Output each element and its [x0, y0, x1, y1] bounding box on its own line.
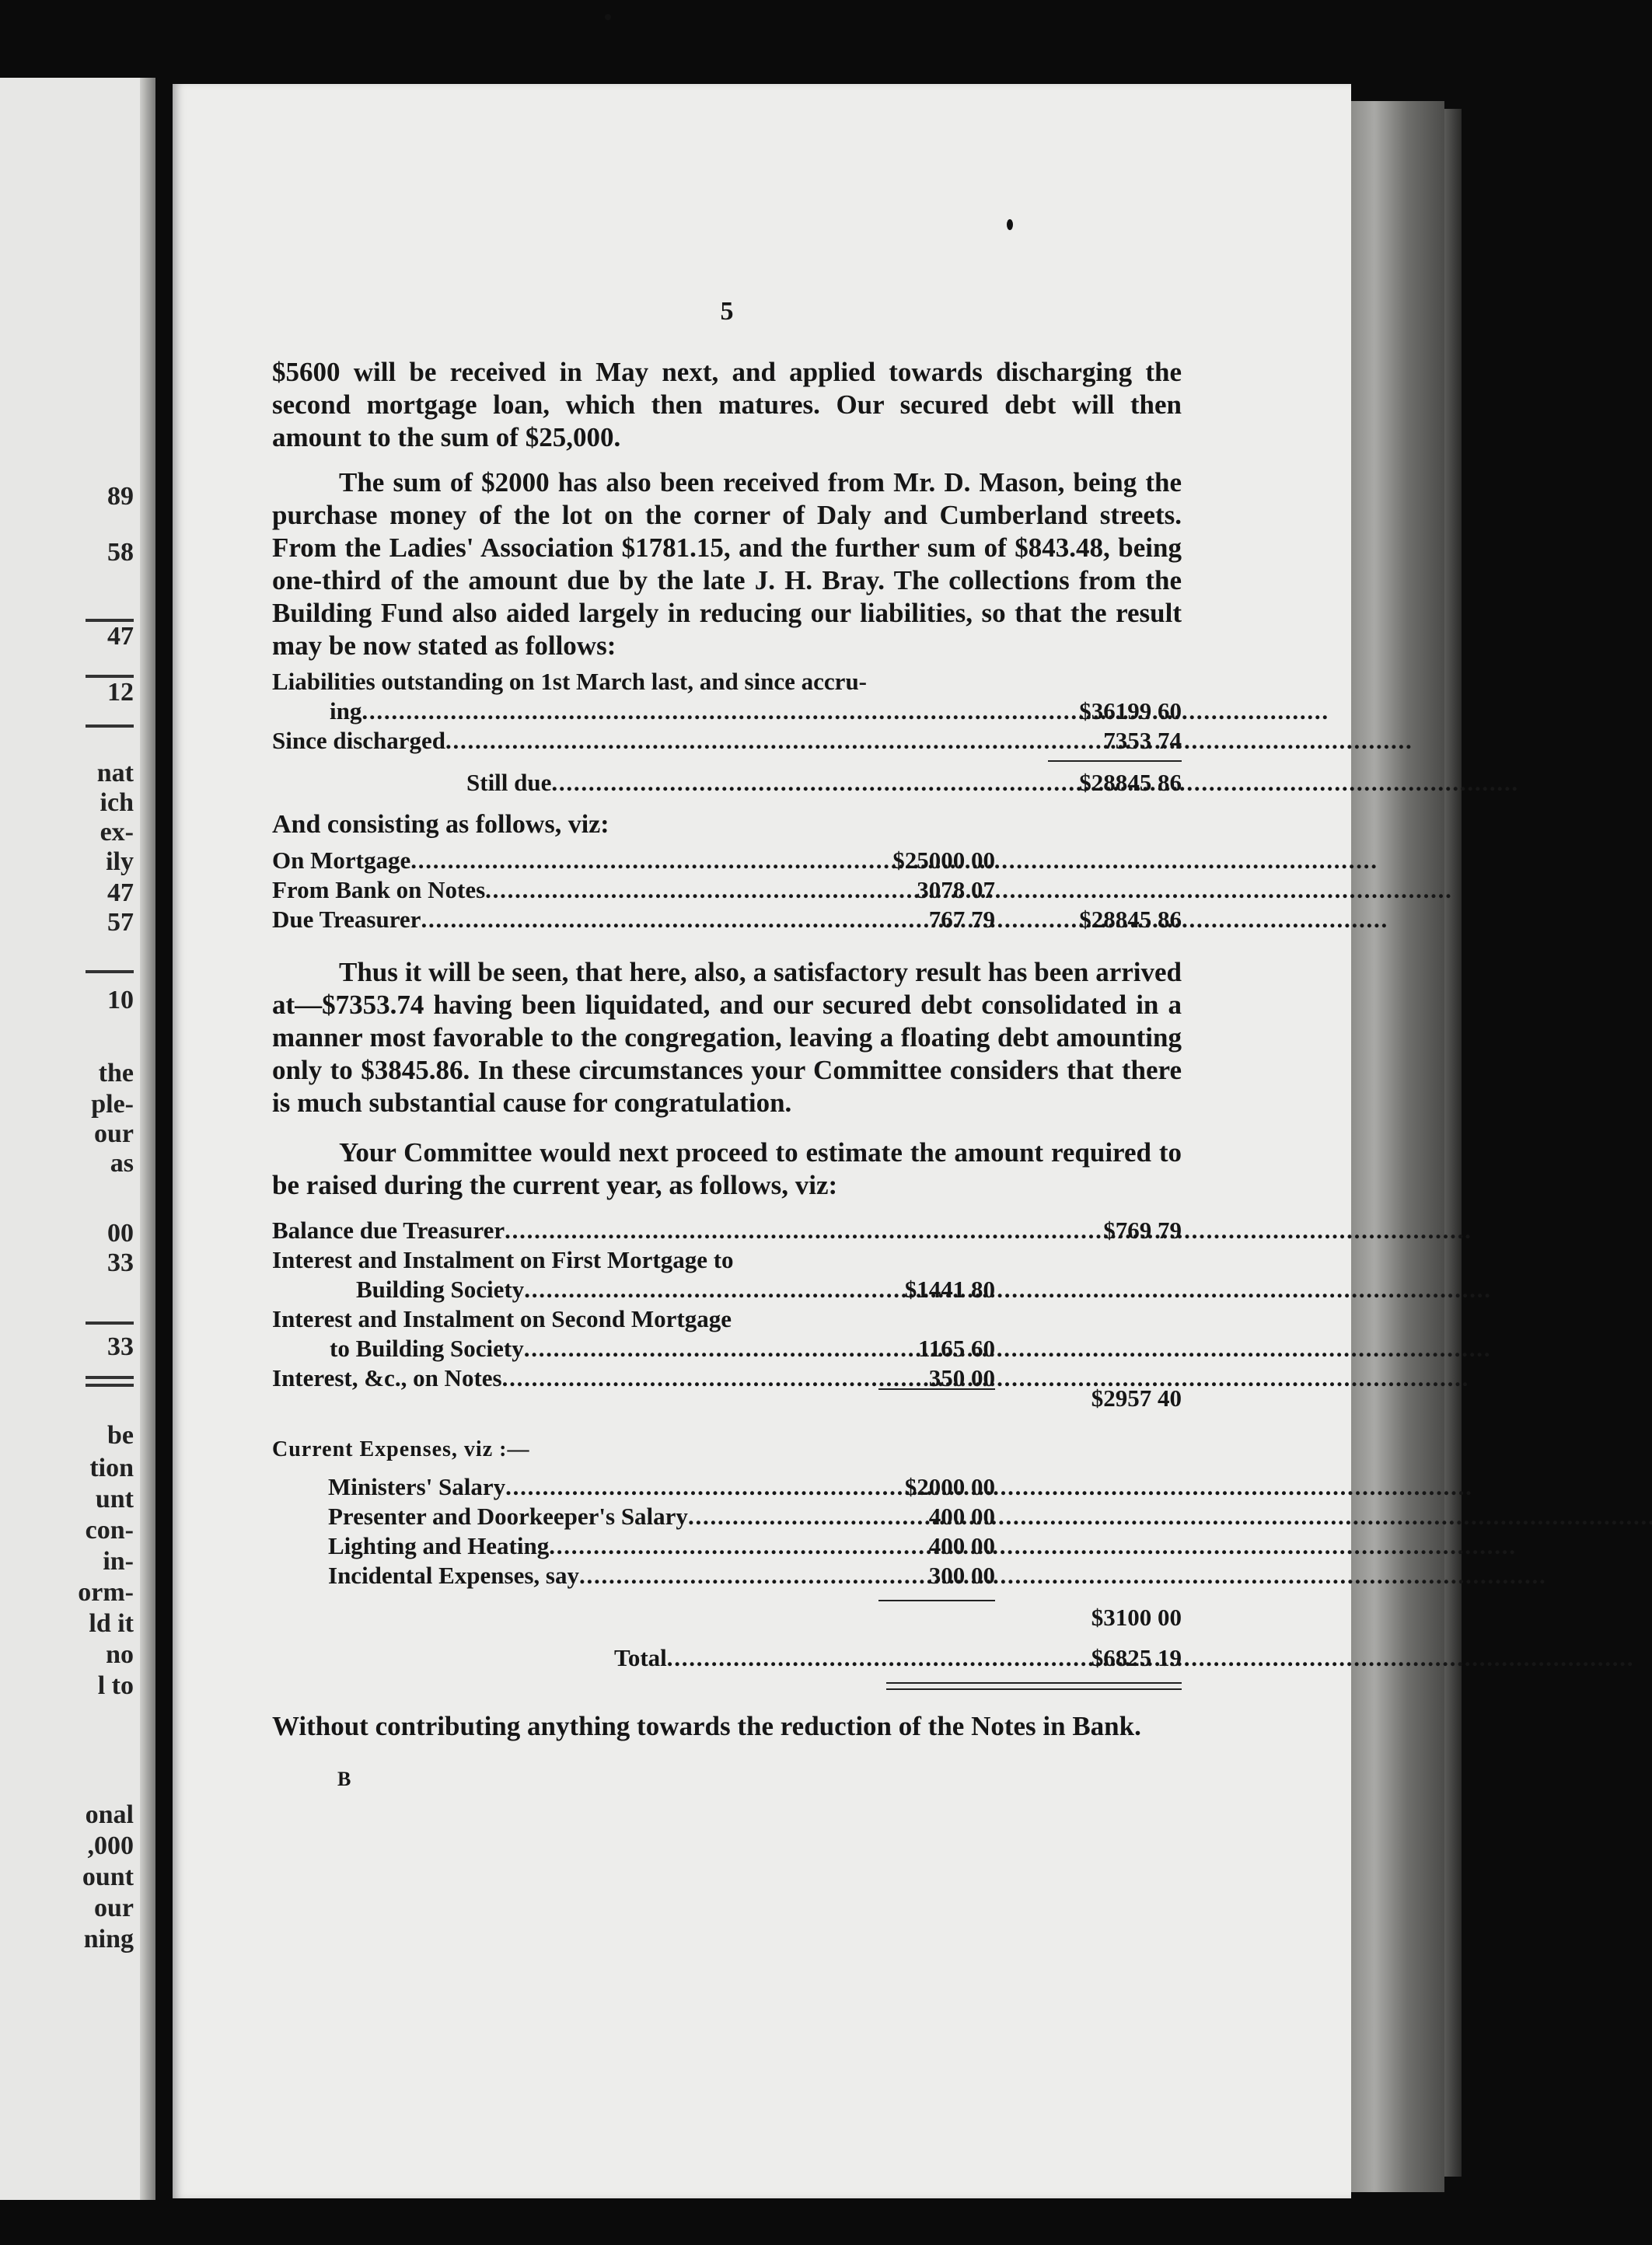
- ledger-amount: 350 00: [928, 1364, 995, 1391]
- leader-dots: [505, 1216, 909, 1245]
- ledger-total: $3100 00: [1091, 1604, 1182, 1631]
- left-fragment: ,000: [87, 1831, 134, 1860]
- left-fragment: ple-: [91, 1090, 134, 1119]
- left-fragment: the: [98, 1059, 134, 1088]
- ledger-label: Liabilities outstanding on 1st March last, and since accru-: [272, 668, 868, 695]
- ledger-row: [272, 1216, 1182, 1245]
- liabilities-statement: [272, 667, 1182, 798]
- ledger-amount: $28845 86: [1079, 769, 1182, 796]
- sum-rule: [1048, 760, 1182, 762]
- ledger-amount: $2000 00: [904, 1473, 995, 1500]
- page-number: 5: [720, 297, 734, 326]
- ledger-label: Lighting and Heating: [328, 1532, 550, 1559]
- section-heading: And consisting as follows, viz:: [272, 810, 609, 839]
- ledger-total: $28845 86: [1079, 906, 1182, 933]
- ledger-amount: $1441 80: [904, 1276, 995, 1303]
- ledger-label: From Bank on Notes: [272, 876, 486, 903]
- left-fragment: 12: [107, 678, 134, 707]
- left-fragment: 33: [107, 1332, 134, 1361]
- ledger-row: [272, 1304, 1182, 1334]
- ledger-row: [272, 1600, 1182, 1601]
- ledger-row: [272, 697, 1182, 726]
- book-binding-edge: [1444, 109, 1462, 2177]
- left-fragment: tion: [89, 1454, 134, 1482]
- leader-dots: [502, 1363, 847, 1393]
- current-expenses-table: [272, 1472, 1182, 1690]
- paragraph: Thus it will be seen, that here, also, a satisfactory result has been arrived at—$7353.74 having been liquidated, and our secured debt consolidated in a manner most favorable to the congregation, leaving a floating debt amounting only to $3845.86. In these circumstances your Committee considers that there is much substantial cause for congratulation.: [272, 957, 1182, 1118]
- ledger-row: [272, 768, 1182, 798]
- leader-dots: [410, 846, 847, 875]
- ledger-label: Incidental Expenses, say: [328, 1562, 579, 1589]
- leader-dots: [524, 1275, 847, 1304]
- left-fragment: ex-: [100, 818, 134, 847]
- left-fragment: onal: [85, 1800, 134, 1829]
- section-heading: Current Expenses, viz :—: [272, 1437, 530, 1461]
- left-fragment: 89: [107, 482, 134, 511]
- ledger-label: Interest and Instalment on Second Mortgage: [272, 1305, 732, 1332]
- page-content: [272, 295, 1182, 1796]
- ledger-label: to Building Society: [330, 1335, 524, 1362]
- ledger-amount: 3078 07: [917, 876, 995, 903]
- scan-speck: [1007, 219, 1013, 230]
- sum-rule: [878, 1600, 995, 1601]
- ledger-label: Still due: [466, 769, 552, 796]
- ledger-amount: 767 79: [928, 906, 995, 933]
- estimate-table: [272, 1216, 1182, 1413]
- left-fragment: unt: [95, 1485, 134, 1514]
- left-fragment: 47: [107, 622, 134, 651]
- ledger-row: [272, 1531, 1182, 1561]
- ledger-amount: $25000 00: [892, 847, 995, 874]
- ledger-row: [272, 667, 1182, 697]
- ledger-amount: 300 00: [928, 1562, 995, 1589]
- left-fragment: l to: [97, 1671, 134, 1700]
- leader-dots: [485, 875, 847, 905]
- ledger-label: ing: [330, 697, 362, 724]
- ledger-amount: 400 00: [928, 1503, 995, 1530]
- closing-paragraph: Without contributing anything towards the reduction of the Notes in Bank.: [272, 1711, 1141, 1741]
- left-fragment: 57: [107, 908, 134, 937]
- ledger-row: [272, 1275, 1182, 1304]
- left-fragment: 47: [107, 878, 134, 907]
- leader-dots: [688, 1502, 847, 1531]
- signature-mark: B: [337, 1768, 351, 1790]
- left-fragment: ld it: [89, 1609, 134, 1638]
- consisting-table: [272, 846, 1182, 934]
- book-binding: [1351, 101, 1444, 2192]
- ledger-row: [272, 1643, 1182, 1673]
- left-fragment: ning: [83, 1925, 134, 1953]
- ledger-amount: 400 00: [928, 1532, 995, 1559]
- ledger-total: $2957 40: [1091, 1384, 1182, 1412]
- leader-dots: [667, 1643, 838, 1673]
- left-fragment: in-: [103, 1547, 134, 1576]
- left-fragment: ily: [106, 847, 134, 876]
- paragraph: The sum of $2000 has also been received from Mr. D. Mason, being the purchase money of the lot on the corner of Daly and Cumberland streets. From the Ladies' Association $1781.15, and the further sum of $843.48, being one-third of the amount due by the late J. H. Bray. The collections from the Building Fund also aided largely in reducing our liabilities, so that the result may be now stated as follows:: [272, 467, 1182, 661]
- ledger-row: [272, 1502, 1182, 1531]
- grand-total: $6825 19: [1091, 1644, 1182, 1671]
- ledger-row: [272, 1603, 1182, 1632]
- ledger-label: Building Society: [356, 1276, 525, 1303]
- left-rule: [86, 1322, 134, 1325]
- left-fragment: orm-: [78, 1578, 134, 1607]
- ledger-row: [272, 875, 1182, 905]
- left-fragment: 10: [107, 986, 134, 1014]
- ledger-label: Total: [614, 1644, 667, 1671]
- left-fragment: con-: [85, 1516, 134, 1545]
- left-fragment: our: [94, 1119, 134, 1148]
- ledger-total: $769 79: [1103, 1217, 1182, 1244]
- previous-page-fragment: [0, 78, 155, 2200]
- ledger-row: [272, 905, 1182, 934]
- ledger-label: Ministers' Salary: [328, 1473, 506, 1500]
- left-fragment: our: [94, 1894, 134, 1922]
- paragraph: Your Committee would next proceed to estimate the amount required to be raised during the current year, as follows, viz:: [272, 1137, 1182, 1200]
- left-fragment: nat: [96, 759, 134, 787]
- leader-dots: [551, 768, 1048, 798]
- paragraph: $5600 will be received in May next, and applied towards discharging the second mortgage loan, which then matures. Our secured debt will then amount to the sum of $25,000.: [272, 357, 1182, 452]
- leader-dots: [421, 905, 847, 934]
- ledger-row: [272, 1472, 1182, 1502]
- left-rule: [86, 1376, 134, 1379]
- left-fragment: 00: [107, 1219, 134, 1248]
- ledger-label: Since discharged: [272, 727, 446, 754]
- left-fragment: ount: [82, 1863, 134, 1891]
- ledger-label: Interest, &c., on Notes: [272, 1364, 502, 1391]
- ledger-row: [272, 1245, 1182, 1275]
- ledger-label: Due Treasurer: [272, 906, 421, 933]
- ledger-label: Interest and Instalment on First Mortgage to: [272, 1246, 734, 1273]
- leader-dots: [505, 1472, 847, 1502]
- page-edge-shadow: [140, 78, 155, 2200]
- left-fragment: 58: [107, 538, 134, 567]
- left-rule: [86, 970, 134, 973]
- ledger-amount: $36199 60: [1079, 697, 1182, 724]
- left-rule: [86, 1384, 134, 1387]
- left-fragment: no: [106, 1640, 134, 1669]
- scan-speck: [605, 14, 611, 20]
- ledger-row: [272, 1334, 1182, 1363]
- left-fragment: as: [110, 1149, 134, 1178]
- sum-rule: [878, 1388, 995, 1390]
- left-fragment: ich: [100, 788, 134, 817]
- ledger-label: Balance due Treasurer: [272, 1217, 505, 1244]
- ledger-row: [272, 1561, 1182, 1590]
- leader-dots: [579, 1561, 847, 1590]
- ledger-label: Presenter and Doorkeeper's Salary: [328, 1503, 688, 1530]
- leader-dots: [549, 1531, 847, 1561]
- leader-dots: [361, 697, 1048, 726]
- double-rule: [886, 1682, 1182, 1690]
- ledger-amount: 1165 60: [917, 1335, 995, 1362]
- left-fragment: 33: [107, 1248, 134, 1277]
- ledger-label: On Mortgage: [272, 847, 411, 874]
- left-rule: [86, 724, 134, 728]
- ledger-amount: 7353 74: [1103, 727, 1182, 754]
- ledger-row: [272, 846, 1182, 875]
- leader-dots: [445, 726, 1048, 756]
- left-fragment: be: [107, 1421, 134, 1450]
- leader-dots: [524, 1334, 847, 1363]
- ledger-row: [272, 726, 1182, 756]
